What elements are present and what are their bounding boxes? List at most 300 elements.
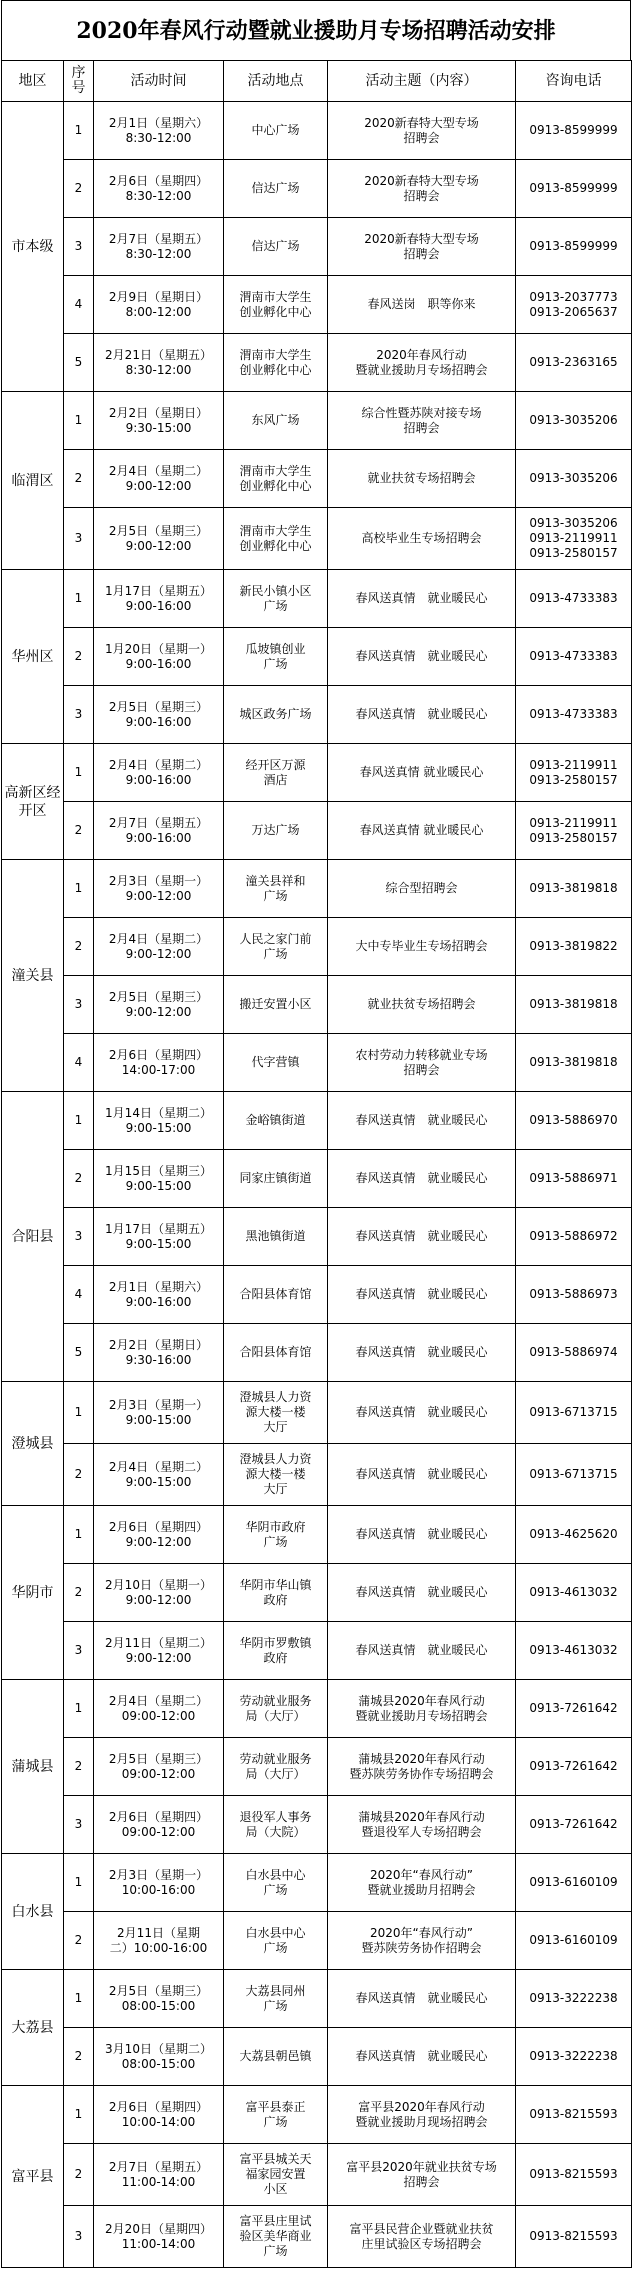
location-cell-line: 富平县城关天 xyxy=(239,2152,312,2166)
location-cell-line: 创业孵化中心 xyxy=(239,304,312,319)
topic-cell-line: 招聘会 xyxy=(403,2174,440,2189)
phone-cell-line: 0913-2580157 xyxy=(529,830,618,845)
time-cell-line: 2月6日（星期四） xyxy=(108,1047,209,1062)
time-cell-line: 9:00-16:00 xyxy=(125,598,192,613)
location-cell-line: 广场 xyxy=(263,1534,288,1549)
phone-cell xyxy=(516,334,632,392)
index-cell: 2 xyxy=(64,1444,94,1506)
index-cell: 3 xyxy=(64,1208,94,1266)
region-cell: 白水县 xyxy=(2,1854,64,1970)
phone-cell-line: 0913-3819818 xyxy=(529,997,618,1011)
time-cell-line: 2月4日（星期二） xyxy=(108,463,209,478)
phone-cell-line: 0913-2580157 xyxy=(529,546,618,560)
phone-cell-line: 0913-8215593 xyxy=(529,2167,618,2181)
time-cell-line: 9:00-12:00 xyxy=(125,1592,192,1607)
location-cell xyxy=(224,1970,328,2028)
time-cell xyxy=(94,976,224,1034)
topic-cell xyxy=(328,1854,516,1912)
time-cell-line: 9:00-15:00 xyxy=(125,1236,192,1251)
topic-cell-line: 春风送真情 就业暖民心 xyxy=(355,1991,488,2005)
time-cell xyxy=(94,392,224,450)
time-cell xyxy=(94,802,224,860)
phone-cell xyxy=(516,2086,632,2144)
phone-cell-line: 0913-4613032 xyxy=(529,1585,618,1599)
topic-cell-line: 春风送真情 就业暖民心 xyxy=(355,707,488,721)
time-cell xyxy=(94,570,224,628)
phone-cell-line: 0913-2065637 xyxy=(529,304,618,319)
location-cell-line: 福家园安置 xyxy=(245,2167,306,2181)
index-cell: 3 xyxy=(64,1622,94,1680)
index-cell: 3 xyxy=(64,686,94,744)
index-cell: 1 xyxy=(64,1382,94,1444)
table-row xyxy=(2,1092,632,1150)
phone-cell-line: 0913-2119911 xyxy=(529,531,618,545)
location-cell-line: 东风广场 xyxy=(251,413,300,427)
topic-cell xyxy=(328,2086,516,2144)
table-header-row xyxy=(2,61,632,102)
location-cell xyxy=(224,1912,328,1970)
topic-cell-line: 春风送真情 就业暖民心 xyxy=(359,823,484,837)
phone-cell xyxy=(516,160,632,218)
time-cell-line: 2月4日（星期二） xyxy=(108,757,209,772)
phone-cell xyxy=(516,1854,632,1912)
time-cell-line: 9:00-15:00 xyxy=(125,1120,192,1135)
location-cell-line: 信达广场 xyxy=(251,239,300,253)
time-cell xyxy=(94,1854,224,1912)
phone-cell-line: 0913-3819818 xyxy=(529,881,618,895)
index-cell: 2 xyxy=(64,802,94,860)
location-cell-line: 政府 xyxy=(263,1650,288,1665)
location-cell xyxy=(224,450,328,508)
index-cell: 1 xyxy=(64,570,94,628)
location-cell-line: 广场 xyxy=(263,2244,288,2258)
index-cell: 2 xyxy=(64,1564,94,1622)
topic-cell-line: 春风送真情 就业暖民心 xyxy=(355,1585,488,1599)
index-cell: 2 xyxy=(64,450,94,508)
location-cell-line: 劳动就业服务 xyxy=(239,1693,312,1708)
phone-cell xyxy=(516,802,632,860)
topic-cell-line: 招聘会 xyxy=(403,420,440,435)
topic-cell-line: 春风送真情 就业暖民心 xyxy=(355,2049,488,2063)
phone-cell-line: 0913-2119911 xyxy=(529,757,618,772)
time-cell-line: 9:00-12:00 xyxy=(125,888,192,903)
phone-cell xyxy=(516,276,632,334)
phone-cell-line: 0913-4613032 xyxy=(529,1643,618,1657)
time-cell-line: 11:00-14:00 xyxy=(121,2174,196,2189)
region-cell: 富平县 xyxy=(2,2086,64,2268)
table-row xyxy=(2,160,632,218)
index-cell: 1 xyxy=(64,744,94,802)
location-cell-line: 经开区万源 xyxy=(245,757,306,772)
time-cell-line: 9:00-12:00 xyxy=(125,538,192,553)
topic-cell-line: 春风送真情 就业暖民心 xyxy=(355,1643,488,1657)
region-cell: 临渭区 xyxy=(2,392,64,570)
location-cell xyxy=(224,860,328,918)
topic-cell xyxy=(328,1506,516,1564)
location-cell xyxy=(224,102,328,160)
location-cell-line: 局（大厅） xyxy=(245,1766,306,1781)
topic-cell xyxy=(328,218,516,276)
time-cell-line: 2月20日（星期四） xyxy=(105,2221,212,2236)
time-cell xyxy=(94,1912,224,1970)
location-cell xyxy=(224,2028,328,2086)
time-cell-line: 2月6日（星期四） xyxy=(108,1809,209,1824)
topic-cell-line: 暨就业援助月专场招聘会 xyxy=(355,362,488,377)
index-cell: 3 xyxy=(64,2206,94,2268)
location-cell-line: 信达广场 xyxy=(251,181,300,195)
location-cell-line: 万达广场 xyxy=(251,823,300,837)
header-index: 序号 xyxy=(64,61,94,102)
index-cell: 3 xyxy=(64,218,94,276)
header-location: 活动地点 xyxy=(224,61,328,102)
schedule-sheet xyxy=(1,0,631,2268)
topic-cell-line: 就业扶贫专场招聘会 xyxy=(367,471,476,485)
location-cell-line: 局（大厅） xyxy=(245,1708,306,1723)
index-cell: 2 xyxy=(64,1738,94,1796)
phone-cell-line: 0913-3222238 xyxy=(529,2049,618,2063)
time-cell-line: 2月2日（星期日） xyxy=(108,1337,209,1352)
topic-cell xyxy=(328,334,516,392)
region-cell: 华阴市 xyxy=(2,1506,64,1680)
location-cell-line: 合阳县体育馆 xyxy=(239,1287,312,1301)
topic-cell xyxy=(328,392,516,450)
time-cell-line: 9:00-12:00 xyxy=(125,1650,192,1665)
location-cell-line: 局（大院） xyxy=(245,1824,306,1839)
time-cell xyxy=(94,1622,224,1680)
time-cell xyxy=(94,1506,224,1564)
topic-cell xyxy=(328,1324,516,1382)
phone-cell xyxy=(516,1680,632,1738)
phone-cell xyxy=(516,102,632,160)
phone-cell xyxy=(516,1034,632,1092)
time-cell xyxy=(94,2086,224,2144)
time-cell xyxy=(94,1738,224,1796)
time-cell xyxy=(94,334,224,392)
location-cell-line: 富平县泰正 xyxy=(245,2099,306,2114)
location-cell-line: 大荔县朝邑镇 xyxy=(239,2049,312,2063)
table-row xyxy=(2,1970,632,2028)
time-cell xyxy=(94,450,224,508)
location-cell-line: 澄城县人力资 xyxy=(239,1390,312,1404)
phone-cell xyxy=(516,570,632,628)
topic-cell-line: 蒲城县2020年春风行动 xyxy=(358,1809,485,1824)
location-cell xyxy=(224,334,328,392)
time-cell-line: 2月11日（星期二） xyxy=(105,1635,212,1650)
table-row xyxy=(2,1738,632,1796)
index-cell: 5 xyxy=(64,1324,94,1382)
phone-cell-line: 0913-2580157 xyxy=(529,772,618,787)
time-cell-line: 2月4日（星期二） xyxy=(108,1459,209,1474)
time-cell xyxy=(94,1970,224,2028)
topic-cell-line: 春风送真情 就业暖民心 xyxy=(359,765,484,779)
time-cell xyxy=(94,1150,224,1208)
phone-cell-line: 0913-2119911 xyxy=(529,815,618,830)
region-cell: 蒲城县 xyxy=(2,1680,64,1854)
topic-cell-line: 春风送真情 就业暖民心 xyxy=(355,1527,488,1541)
table-row xyxy=(2,976,632,1034)
table-row xyxy=(2,686,632,744)
region-cell: 华州区 xyxy=(2,570,64,744)
time-cell-line: 09:00-12:00 xyxy=(121,1766,196,1781)
time-cell-line: 9:00-16:00 xyxy=(125,714,192,729)
phone-cell xyxy=(516,1564,632,1622)
location-cell-line: 劳动就业服务 xyxy=(239,1751,312,1766)
topic-cell-line: 暨苏陕劳务协作专场招聘会 xyxy=(349,1766,494,1781)
topic-cell-line: 招聘会 xyxy=(403,130,440,145)
table-row xyxy=(2,1150,632,1208)
location-cell xyxy=(224,1564,328,1622)
phone-cell xyxy=(516,1208,632,1266)
table-row xyxy=(2,1324,632,1382)
topic-cell-line: 综合型招聘会 xyxy=(385,881,458,895)
time-cell xyxy=(94,508,224,570)
time-cell-line: 2月3日（星期一） xyxy=(108,873,209,888)
topic-cell xyxy=(328,976,516,1034)
phone-cell-line: 0913-5886972 xyxy=(529,1229,618,1243)
index-cell: 2 xyxy=(64,1912,94,1970)
phone-cell xyxy=(516,628,632,686)
phone-cell-line: 0913-5886971 xyxy=(529,1171,618,1185)
phone-cell xyxy=(516,1970,632,2028)
phone-cell-line: 0913-8599999 xyxy=(529,181,618,195)
phone-cell-line: 0913-4733383 xyxy=(529,591,618,605)
location-cell xyxy=(224,1382,328,1444)
time-cell xyxy=(94,1034,224,1092)
phone-cell-line: 0913-8215593 xyxy=(529,2107,618,2121)
phone-cell xyxy=(516,976,632,1034)
location-cell xyxy=(224,2144,328,2206)
table-row xyxy=(2,744,632,802)
location-cell-line: 政府 xyxy=(263,1592,288,1607)
location-cell-line: 白水县中心 xyxy=(245,1925,306,1940)
time-cell xyxy=(94,628,224,686)
time-cell-line: 2月6日（星期四） xyxy=(108,2099,209,2114)
topic-cell-line: 蒲城县2020年春风行动 xyxy=(358,1751,485,1766)
topic-cell xyxy=(328,102,516,160)
topic-cell xyxy=(328,1622,516,1680)
time-cell-line: 10:00-16:00 xyxy=(121,1882,196,1897)
location-cell-line: 广场 xyxy=(263,598,288,613)
table-row xyxy=(2,102,632,160)
location-cell xyxy=(224,2086,328,2144)
location-cell-line: 人民之家门前 xyxy=(239,931,312,946)
location-cell xyxy=(224,744,328,802)
table-row xyxy=(2,2028,632,2086)
location-cell-line: 同家庄镇街道 xyxy=(239,1171,312,1185)
phone-cell xyxy=(516,450,632,508)
time-cell-line: 11:00-14:00 xyxy=(121,2236,196,2251)
topic-cell-line: 暨退役军人专场招聘会 xyxy=(361,1824,482,1839)
time-cell-line: 1月14日（星期二） xyxy=(105,1105,212,1120)
time-cell-line: 2月6日（星期四） xyxy=(108,173,209,188)
topic-cell xyxy=(328,860,516,918)
index-cell: 4 xyxy=(64,276,94,334)
location-cell xyxy=(224,1506,328,1564)
table-row xyxy=(2,802,632,860)
location-cell-line: 退役军人事务 xyxy=(239,1809,312,1824)
header-phone: 咨询电话 xyxy=(516,61,632,102)
time-cell-line: 1月17日（星期五） xyxy=(105,1221,212,1236)
phone-cell-line: 0913-5886970 xyxy=(529,1113,618,1127)
phone-cell-line: 0913-6160109 xyxy=(529,1875,618,1889)
table-row xyxy=(2,1444,632,1506)
time-cell xyxy=(94,102,224,160)
topic-cell xyxy=(328,276,516,334)
location-cell-line: 渭南市大学生 xyxy=(239,463,312,478)
location-cell xyxy=(224,1680,328,1738)
phone-cell xyxy=(516,2206,632,2268)
time-cell xyxy=(94,1324,224,1382)
topic-cell-line: 富平县2020年就业扶贫专场 xyxy=(346,2159,497,2174)
phone-cell xyxy=(516,686,632,744)
phone-cell xyxy=(516,2028,632,2086)
time-cell-line: 08:00-15:00 xyxy=(121,1998,196,2013)
phone-cell xyxy=(516,1506,632,1564)
phone-cell xyxy=(516,392,632,450)
time-cell xyxy=(94,1564,224,1622)
phone-cell-line: 0913-3819818 xyxy=(529,1055,618,1069)
location-cell-line: 大厅 xyxy=(263,1482,288,1496)
time-cell-line: 10:00-14:00 xyxy=(121,2114,196,2129)
time-cell-line: 2月6日（星期四） xyxy=(108,1519,209,1534)
index-cell: 2 xyxy=(64,2028,94,2086)
time-cell-line: 2月21日（星期五）8:30-12:00 xyxy=(105,347,212,377)
index-cell: 1 xyxy=(64,2086,94,2144)
region-cell: 潼关县 xyxy=(2,860,64,1092)
topic-cell xyxy=(328,918,516,976)
location-cell xyxy=(224,918,328,976)
index-cell: 4 xyxy=(64,1034,94,1092)
phone-cell-line: 0913-8599999 xyxy=(529,123,618,137)
time-cell xyxy=(94,1382,224,1444)
table-row xyxy=(2,2086,632,2144)
location-cell xyxy=(224,508,328,570)
time-cell-line: 2月5日（星期三） xyxy=(108,523,209,538)
phone-cell xyxy=(516,1912,632,1970)
table-row xyxy=(2,1208,632,1266)
location-cell xyxy=(224,1034,328,1092)
topic-cell xyxy=(328,1208,516,1266)
page-title: 2020年春风行动暨就业援助月专场招聘活动安排 xyxy=(1,0,631,60)
table-row xyxy=(2,1266,632,1324)
region-cell: 合阳县 xyxy=(2,1092,64,1382)
topic-cell xyxy=(328,1912,516,1970)
time-cell-line: 9:00-16:00 xyxy=(125,830,192,845)
phone-cell xyxy=(516,1266,632,1324)
location-cell xyxy=(224,1796,328,1854)
table-row xyxy=(2,450,632,508)
table-row xyxy=(2,570,632,628)
index-cell: 1 xyxy=(64,1854,94,1912)
table-row xyxy=(2,1034,632,1092)
phone-cell-line: 0913-4733383 xyxy=(529,707,618,721)
topic-cell-line: 暨就业援助月现场招聘会 xyxy=(355,2114,488,2129)
location-cell-line: 源大楼一楼 xyxy=(245,1405,306,1419)
location-cell-line: 广场 xyxy=(263,946,288,961)
index-cell: 1 xyxy=(64,1506,94,1564)
phone-cell-line: 0913-3819822 xyxy=(529,939,618,953)
phone-cell-line: 0913-8215593 xyxy=(529,2229,618,2243)
location-cell-line: 澄城县人力资 xyxy=(239,1452,312,1466)
phone-cell-line: 0913-7261642 xyxy=(529,1701,618,1715)
time-cell-line: 1月17日（星期五） xyxy=(105,583,212,598)
topic-cell xyxy=(328,160,516,218)
topic-cell-line: 综合性暨苏陕对接专场 xyxy=(361,405,482,420)
topic-cell xyxy=(328,1564,516,1622)
topic-cell-line: 招聘会 xyxy=(403,188,440,203)
time-cell-line: 2月9日（星期日） xyxy=(108,289,209,304)
phone-cell-line: 0913-5886973 xyxy=(529,1287,618,1301)
location-cell xyxy=(224,686,328,744)
time-cell-line: 9:00-12:00 xyxy=(125,1534,192,1549)
location-cell-line: 源大楼一楼 xyxy=(245,1467,306,1481)
phone-cell-line: 0913-5886974 xyxy=(529,1345,618,1359)
topic-cell-line: 春风送岗 职等你来 xyxy=(367,297,476,311)
location-cell-line: 广场 xyxy=(263,1998,288,2013)
time-cell-line: 9:00-16:00 xyxy=(125,656,192,671)
phone-cell xyxy=(516,1444,632,1506)
location-cell-line: 广场 xyxy=(263,2114,288,2129)
time-cell-line: 9:00-16:00 xyxy=(125,1294,192,1309)
location-cell-line: 大荔县同州 xyxy=(245,1983,306,1998)
index-cell: 2 xyxy=(64,628,94,686)
index-cell: 2 xyxy=(64,918,94,976)
time-cell-line: 2月2日（星期日） xyxy=(108,405,209,420)
topic-cell-line: 春风送真情 就业暖民心 xyxy=(355,1171,488,1185)
location-cell-line: 瓜坡镇创业 xyxy=(245,641,306,656)
location-cell-line: 小区 xyxy=(263,2182,288,2196)
table-row xyxy=(2,1680,632,1738)
topic-cell xyxy=(328,1150,516,1208)
topic-cell-line: 暨就业援助月专场招聘会 xyxy=(355,1708,488,1723)
location-cell-line: 广场 xyxy=(263,1882,288,1897)
location-cell xyxy=(224,2206,328,2268)
phone-cell xyxy=(516,218,632,276)
topic-cell-line: 高校毕业生专场招聘会 xyxy=(361,531,482,545)
phone-cell-line: 0913-2363165 xyxy=(529,355,618,369)
phone-cell-line: 0913-7261642 xyxy=(529,1759,618,1773)
table-row xyxy=(2,508,632,570)
time-cell xyxy=(94,160,224,218)
phone-cell-line: 0913-6160109 xyxy=(529,1933,618,1947)
location-cell-line: 城区政务广场 xyxy=(239,707,312,721)
location-cell-line: 黑池镇街道 xyxy=(245,1229,306,1243)
location-cell xyxy=(224,392,328,450)
table-row xyxy=(2,1796,632,1854)
table-row xyxy=(2,392,632,450)
phone-cell xyxy=(516,918,632,976)
phone-cell-line: 0913-4733383 xyxy=(529,649,618,663)
time-cell-line: 09:00-12:00 xyxy=(121,1708,196,1723)
location-cell xyxy=(224,1444,328,1506)
location-cell-line: 渭南市大学生 xyxy=(239,347,312,362)
index-cell: 5 xyxy=(64,334,94,392)
table-row xyxy=(2,2206,632,2268)
phone-cell-line: 0913-3222238 xyxy=(529,1991,618,2005)
time-cell xyxy=(94,2144,224,2206)
topic-cell xyxy=(328,1738,516,1796)
time-cell xyxy=(94,2028,224,2086)
location-cell-line: 广场 xyxy=(263,1940,288,1955)
location-cell xyxy=(224,976,328,1034)
index-cell: 3 xyxy=(64,1796,94,1854)
index-cell: 4 xyxy=(64,1266,94,1324)
topic-cell-line: 春风送真情 就业暖民心 xyxy=(355,1287,488,1301)
time-cell-line: 8:30-12:00 xyxy=(125,246,192,261)
phone-cell xyxy=(516,1092,632,1150)
time-cell-line: 9:00-15:00 xyxy=(125,1412,192,1427)
schedule-table xyxy=(1,60,632,2268)
